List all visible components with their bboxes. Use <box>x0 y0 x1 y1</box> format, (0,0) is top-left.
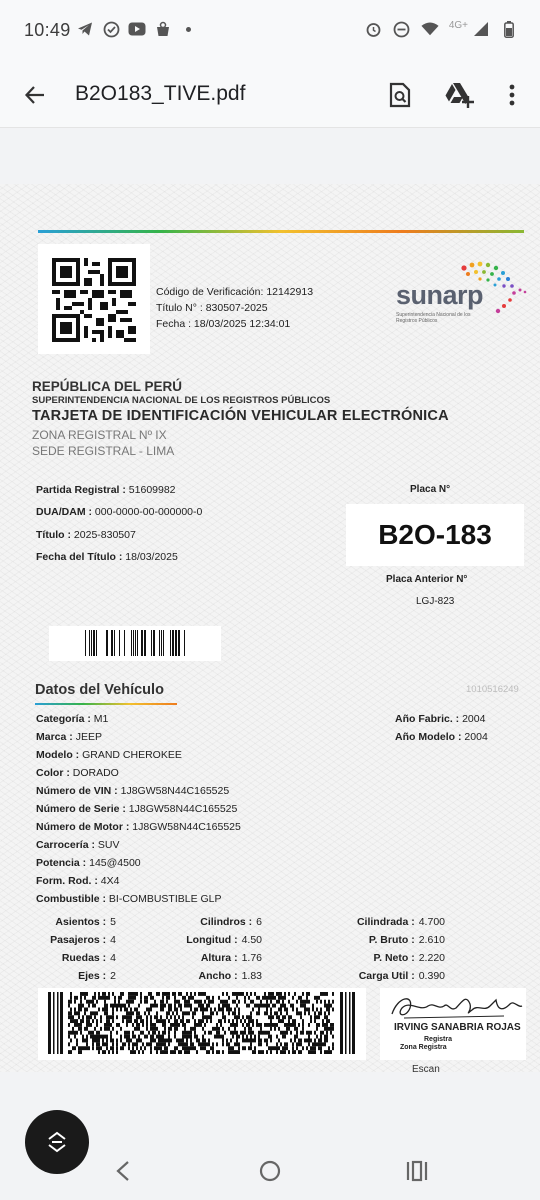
spec-row: Asientos : 5 <box>55 916 116 928</box>
datos-underline <box>35 703 177 705</box>
verification-info <box>156 284 313 332</box>
signature-role: Registra Zona Registra <box>400 1036 453 1051</box>
anio-row: Año Fabric. : 2004 <box>395 713 486 725</box>
bag-icon <box>154 20 172 38</box>
vehiculo-row: Color : DORADO <box>36 767 119 779</box>
status-bar <box>0 0 540 62</box>
app-bar <box>0 62 540 128</box>
spec-row: Carga Util : 0.390 <box>358 970 445 982</box>
pdf-page <box>0 184 540 1072</box>
vehiculo-row: Número de VIN : 1J8GW58N44C165525 <box>36 785 230 797</box>
barcode-small <box>49 626 221 661</box>
signature-name: IRVING SANABRIA ROJAS <box>394 1022 521 1033</box>
vehiculo-row: Número de Motor : 1J8GW58N44C165525 <box>36 821 241 833</box>
file-title: B2O183_TIVE.pdf <box>75 82 246 105</box>
zona-registral: ZONA REGISTRAL Nº IX <box>32 428 167 442</box>
battery-icon <box>500 20 518 38</box>
spec-row: Longitud : 4.50 <box>186 934 262 946</box>
network-type-label: 4G+ <box>448 19 468 31</box>
registro-row: Título : 2025-830507 <box>36 529 136 541</box>
telegram-icon <box>76 20 94 38</box>
status-time: 10:49 <box>24 20 71 40</box>
back-arrow-icon[interactable] <box>20 80 50 110</box>
vehiculo-row: Potencia : 145@4500 <box>36 857 141 869</box>
spec-row: Ejes : 2 <box>78 970 116 982</box>
anio-row: Año Modelo : 2004 <box>395 731 488 743</box>
vehiculo-row: Combustible : BI-COMBUSTIBLE GLP <box>36 893 222 905</box>
check-circle-icon <box>102 20 120 38</box>
registro-row: Partida Registral : 51609982 <box>36 484 176 496</box>
spec-row: Cilindrada : 4.700 <box>356 916 445 928</box>
verification-fecha: Fecha : 18/03/2025 12:34:01 <box>156 318 291 330</box>
dnd-icon <box>393 20 411 38</box>
wifi-icon <box>421 20 439 38</box>
sunarp-wordmark: sunarp <box>396 280 484 310</box>
signature-icon <box>384 990 524 1024</box>
qr-code <box>38 244 150 354</box>
alarm-icon <box>365 20 383 38</box>
signature-box <box>380 988 526 1060</box>
superintendencia-heading: SUPERINTENDENCIA NACIONAL DE LOS REGISTROS PÚBLICOS <box>32 395 331 406</box>
vehiculo-row: Categoría : M1 <box>36 713 109 725</box>
placa-box <box>346 504 524 566</box>
vehiculo-row: Número de Serie : 1J8GW58N44C165525 <box>36 803 238 815</box>
placa-label: Placa N° <box>410 484 451 495</box>
more-vert-icon[interactable] <box>495 78 529 112</box>
spec-row: Ancho : 1.83 <box>198 970 262 982</box>
spec-row: P. Bruto : 2.610 <box>368 934 445 946</box>
spec-row: Ruedas : 4 <box>61 952 116 964</box>
verification-titulo: Título N° : 830507-2025 <box>156 302 268 314</box>
registro-row: Fecha del Título : 18/03/2025 <box>36 551 178 563</box>
dot-icon <box>186 27 191 32</box>
registro-row: DUA/DAM : 000-0000-00-000000-0 <box>36 506 203 518</box>
sunarp-logo <box>392 256 532 336</box>
pdf-viewer[interactable] <box>0 128 540 1140</box>
youtube-icon <box>128 20 146 38</box>
datos-vehiculo-title: Datos del Vehículo <box>35 682 164 698</box>
spec-row: P. Neto : 2.220 <box>373 952 445 964</box>
verification-code: Código de Verificación: 12142913 <box>156 286 314 298</box>
nav-home-icon[interactable] <box>255 1156 285 1186</box>
document-code: 1010516249 <box>466 684 519 695</box>
placa-value: B2O-183 <box>378 519 492 550</box>
sede-registral: SEDE REGISTRAL - LIMA <box>32 444 175 458</box>
placa-anterior-label: Placa Anterior N° <box>386 574 468 585</box>
spec-row: Altura : 1.76 <box>200 952 262 964</box>
nav-recents-icon[interactable] <box>402 1156 432 1186</box>
tarjeta-heading: TARJETA DE IDENTIFICACIÓN VEHICULAR ELECTRÓNICA <box>32 408 449 424</box>
drive-add-icon[interactable] <box>442 78 476 112</box>
nav-back-icon[interactable] <box>108 1156 138 1186</box>
barcode-pdf417 <box>38 988 366 1060</box>
header-rule <box>38 230 524 233</box>
placa-anterior-value: LGJ-823 <box>416 596 455 607</box>
spec-row: Pasajeros : 4 <box>50 934 116 946</box>
signal-icon <box>472 20 490 38</box>
sunarp-subtitle: Superintendencia Nacional de los Registros Públicos <box>396 312 471 324</box>
rotate-icon[interactable] <box>25 1110 89 1174</box>
vehiculo-row: Modelo : GRAND CHEROKEE <box>36 749 182 761</box>
republica-heading: REPÚBLICA DEL PERÚ <box>32 379 183 394</box>
footer-partial-text: Escan <box>412 1064 440 1072</box>
vehiculo-row: Marca : JEEP <box>36 731 102 743</box>
vehiculo-row: Form. Rod. : 4X4 <box>36 875 120 887</box>
search-document-icon[interactable] <box>383 78 417 112</box>
vehiculo-row: Carrocería : SUV <box>36 839 120 851</box>
spec-row: Cilindros : 6 <box>200 916 262 928</box>
